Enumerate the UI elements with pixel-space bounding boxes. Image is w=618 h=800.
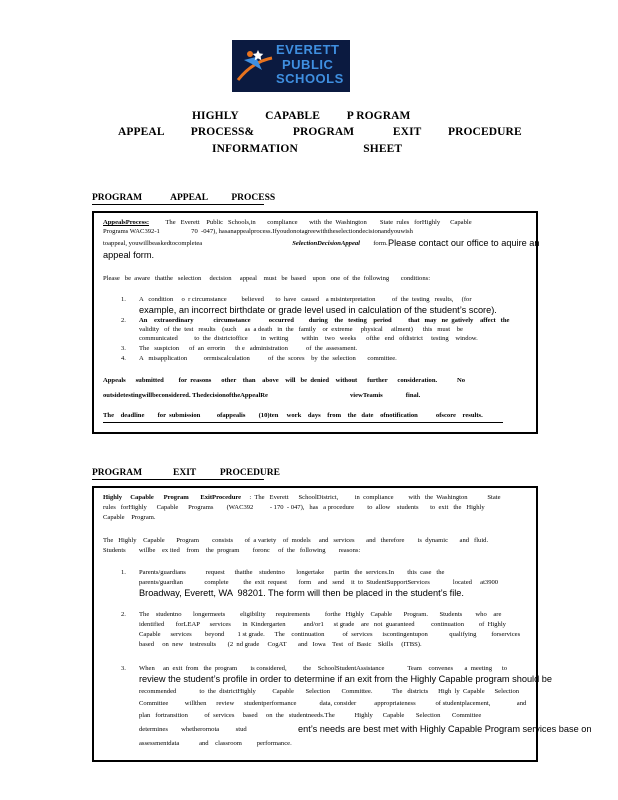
logo-figure-head-icon <box>247 51 253 57</box>
appeal-item-4-line-1: A misapplication orrmiscalculation of the scores by the selection committee. <box>139 355 397 362</box>
everett-public-schools-logo <box>232 40 350 92</box>
logo-line-1: EVERETT <box>276 42 340 57</box>
appeal-item-4-num: 4. <box>121 355 126 362</box>
appeal-deadline: The deadline for submission ofappealis (10)ten work days from the date ofnotification ofscore results. <box>103 412 483 419</box>
exit-item-1-line-3: Broadway, Everett, WA 98201. The form will then be placed in the student’s file. <box>139 588 464 598</box>
appeal-intro-line-2: Programs WAC392-1 70 -047), hasanappealprocess.Ifyoudonotagreewiththeselectiondecisionandyouwish <box>103 228 413 235</box>
exit-item-2-line-3: Capable services beyond 1 st grade. The continuation of services iscontingentupon qualifying forservices <box>139 631 521 638</box>
exit-item-3-line-6a: determines whetherornota stud <box>139 726 247 733</box>
exit-p1-line-2: rules forHighly Capable Programs (WAC392 - 170 - 047), has a procedure to allow students to exit the Highly <box>103 504 485 511</box>
appeal-contact-line-1: Please contact our office to aquire an <box>388 238 540 248</box>
appeal-intro-line-1-rest: The Everett Public Schools,in compliance with the Washington State rules forHighly Capable <box>149 219 472 226</box>
exit-item-1-line-2: parents/guardian complete the exit request form and send it to StudentSupportServices located at3900 <box>139 579 499 586</box>
exit-p1-line-3: Capable Program. <box>103 514 156 521</box>
title-line-2: APPEAL PROCESS& PROGRAM EXIT PROCEDURE <box>118 126 522 138</box>
appeal-denied-line-1: Appeals submitted for reasons other than above will be denied without further consideration. No <box>103 377 465 384</box>
exit-item-3-line-5: plan fortransition of services based on the studentneeds.The Highly Capable Selection Committee <box>139 712 482 719</box>
exit-p2-line-2: Students willbe ex ited from the program foronc of the following reasons: <box>103 547 361 554</box>
appeal-contact-line-2: appeal form. <box>103 250 155 260</box>
exit-item-3-line-6b: ent’s needs are best met with Highly Capable Program services base on <box>298 724 592 734</box>
exit-item-1-line-1: Parents/guardians request thatthe studentno longertake partin the services.In this case the <box>139 569 445 576</box>
appeal-item-2-line-2: validity of the test results (such as a death in the family or extreme physical ailment) this must be <box>139 326 463 333</box>
exit-item-2-num: 2. <box>121 611 126 618</box>
exit-item-3-line-7: assessmentdata and classroom performance. <box>139 740 292 747</box>
exit-p1-line-1 <box>103 494 501 503</box>
exit-heading: PROGRAM EXIT PROCEDURE <box>92 468 280 478</box>
appeal-intro-line-1 <box>103 219 472 228</box>
exit-p1-label: Highly Capable Program ExitProcedure <box>103 494 242 501</box>
appeal-item-3-num: 3. <box>121 345 126 352</box>
exit-p1-line-1-rest: : The Everett SchoolDistrict, in compliance with the Washington State <box>241 494 501 501</box>
appeal-item-1-line-1: A condition o r circumstance believed to have caused a misinterpretation of the testing results, (for <box>139 296 472 303</box>
appeal-intro-label: AppealsProcess: <box>103 219 150 226</box>
appeal-heading-rule <box>92 204 264 205</box>
exit-heading-rule <box>92 479 264 480</box>
appeal-intro-line-3a: toappeal, youwillbeaskedtocompletea <box>103 240 203 247</box>
exit-item-2-line-2: identified forLEAP services in Kindergarten and/or1 st grade are not guaranteed continuation of Highly <box>139 621 506 628</box>
title-line-3: INFORMATION SHEET <box>212 143 403 155</box>
appeal-form-name: SelectionDecisionAppeal <box>292 240 361 247</box>
appeal-heading: PROGRAM APPEAL PROCESS <box>92 193 276 203</box>
appeal-item-2-num: 2. <box>121 317 126 324</box>
exit-item-1-num: 1. <box>121 569 126 576</box>
appeal-intro-line-3c: form. <box>360 240 388 247</box>
appeal-item-1-num: 1. <box>121 296 126 303</box>
exit-item-2-line-4: based on new testresults (2 nd grade CogAT and Iowa Test of Basic Skills (ITBS). <box>139 641 422 648</box>
appeal-item-2-line-3: communicated to the districtoffice in writing within two weeks ofthe end ofdistrict testing window. <box>139 335 478 342</box>
logo-line-2: PUBLIC <box>282 56 334 72</box>
appeal-deadline-underline <box>103 422 503 423</box>
appeal-denied-line-2a: outsidetestingwillbeconsidered. ThedecisionoftheAppealRe <box>103 392 268 399</box>
exit-item-3-line-2: review the student’s profile in order to determine if an exit from the Highly Capable program should be <box>139 674 552 684</box>
exit-item-3-line-3: recommended to the districtHighly Capable Selection Committee. The districts High ly Capable Selection <box>139 688 520 695</box>
exit-item-2-line-1: The studentno longermeets eligibility requirements forthe Highly Capable Program. Students who are <box>139 611 502 618</box>
appeal-denied-line-2b: viewTeamis final. <box>350 392 421 399</box>
appeal-item-3-line-1: The suspicion of an errorin th e administration of the assessment. <box>139 345 358 352</box>
exit-item-3-num: 3. <box>121 665 126 672</box>
appeal-item-2-line-1: An extraordinary circumstance occurred during the testing period that may ne gatively affect the <box>139 317 510 324</box>
appeal-intro-line-3 <box>103 240 388 249</box>
exit-item-3-line-1: When an exit from the program is considered, the SchoolStudentAssistance Team convenes a meeting to <box>139 665 508 672</box>
appeal-conditions-intro: Please be aware thatthe selection decision appeal must be based upon one of the following conditions: <box>103 275 431 282</box>
title-line-1: HIGHLY CAPABLE P ROGRAM <box>192 110 411 122</box>
appeal-item-1-line-2: example, an incorrect birthdate or grade level used in calculation of the student’s score). <box>139 305 497 315</box>
logo-line-3: SCHOOLS <box>276 71 344 86</box>
exit-p2-line-1: The Highly Capable Program consists of a variety of models and services and therefore is dynamic and fluid. <box>103 537 489 544</box>
exit-item-3-line-4: Committee willthen review studentperformance data, consider appropriateness of studentplacement, and <box>139 700 527 707</box>
